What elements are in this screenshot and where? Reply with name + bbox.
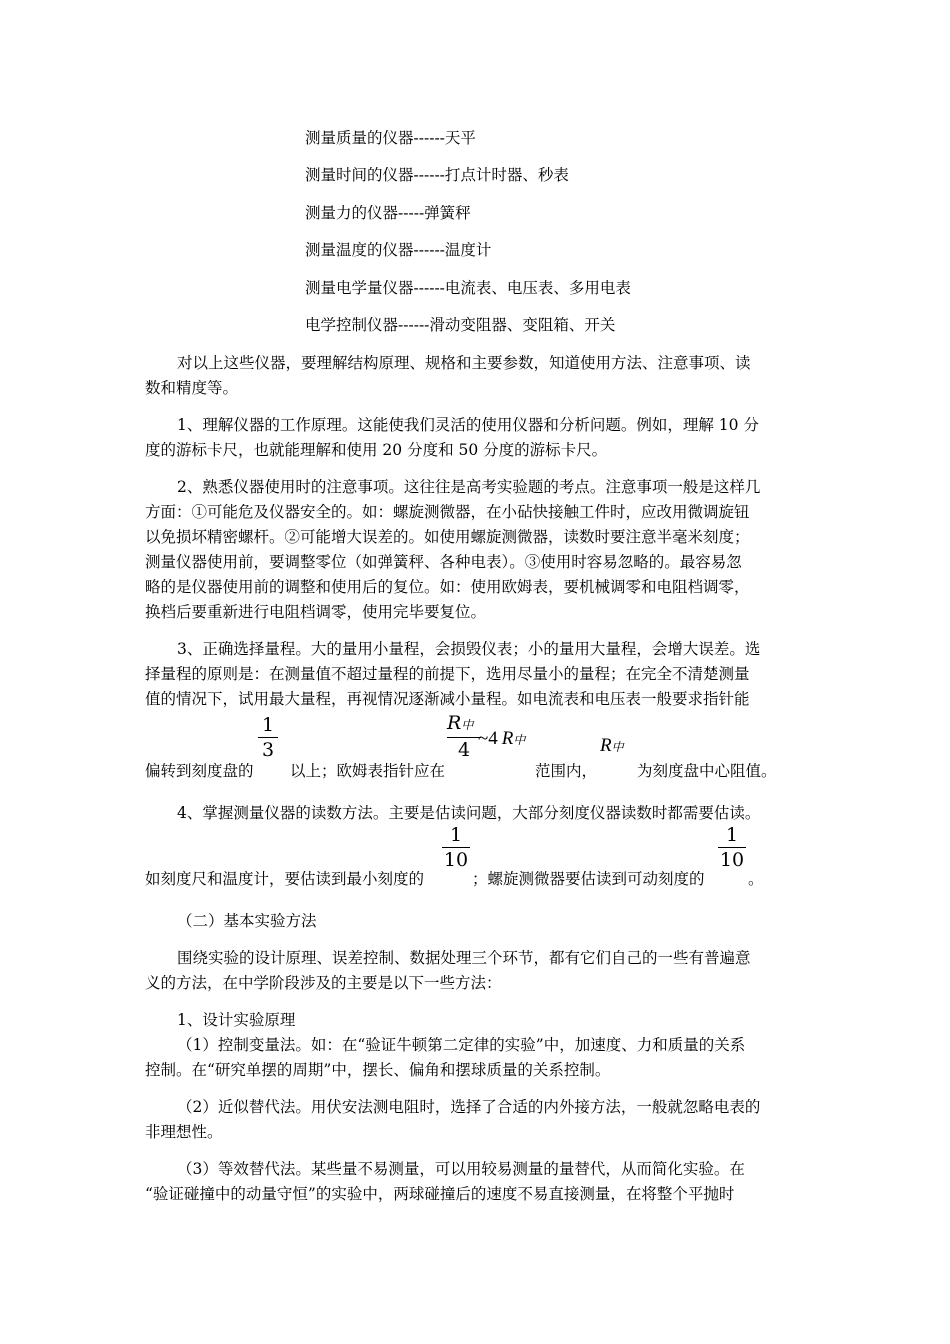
paragraph-line: 度的游标卡尺，也就能理解和使用 20 分度和 50 分度的游标卡尺。 <box>145 441 608 459</box>
intro-line: 对以上这些仪器，要理解结构原理、规格和主要参数，知道使用方法、注意事项、读 <box>177 354 751 372</box>
fraction-denominator: 3 <box>261 739 275 762</box>
fraction-bar <box>447 737 481 738</box>
paragraph-line: 方面：①可能危及仪器安全的。如：螺旋测微器，在小砧快接触工件时，应改用微调旋钮 <box>145 503 750 521</box>
paragraph-line: 义的方法，在中学阶段涉及的主要是以下一些方法： <box>145 974 502 992</box>
paragraph-line: 择量程的原则是：在测量值不超过量程的前提下，选用尽量小的量程；在完全不清楚测量 <box>145 665 750 683</box>
intro-line: 数和精度等。 <box>145 379 239 397</box>
paragraph-line: 控制。在“研究单摆的周期”中，摆长、偏角和摆球质量的关系控制。 <box>145 1061 611 1079</box>
paragraph-line: “验证碰撞中的动量守恒”的实验中，两球碰撞后的速度不易直接测量，在将整个平抛时 <box>145 1185 735 1203</box>
fraction-denominator: 4 <box>457 739 471 762</box>
center-resistance-symbol <box>600 735 624 758</box>
subscript-mid: 中 <box>461 718 474 732</box>
symbol-r: R <box>447 712 462 734</box>
paragraph-line: （2）近似替代法。用伏安法测电阻时，选择了合适的内外接方法，一般就忽略电表的 <box>177 1098 761 1116</box>
section-title: （二）基本实验方法 <box>177 912 317 930</box>
paragraph-line: 测量仪器使用前，要调整零位（如弹簧秤、各种电表）。③使用时容易忽略的。最容易忽 <box>145 553 742 571</box>
fraction-numerator: 1 <box>725 824 739 846</box>
instrument-item: 测量温度的仪器------温度计 <box>305 241 492 259</box>
fraction-numerator: 1 <box>449 824 463 846</box>
paragraph-line: 略的是仪器使用前的调整和使用后的复位。如：使用欧姆表，要机械调零和电阻档调零， <box>145 578 750 596</box>
fraction-denominator: 10 <box>719 849 745 872</box>
fraction-bar <box>718 847 746 848</box>
paragraph-line: 2、熟悉仪器使用时的注意事项。这往往是高考实验题的考点。注意事项一般是这样几 <box>177 478 761 496</box>
fraction-numerator: 1 <box>261 714 275 736</box>
instrument-item: 电学控制仪器------滑动变阻器、变阻箱、开关 <box>305 316 616 334</box>
paragraph-text: 以上；欧姆表指针应在 <box>290 762 446 780</box>
paragraph-line: 围绕实验的设计原理、误差控制、数据处理三个环节，都有它们自己的一些有普遍意 <box>177 949 751 967</box>
subscript-mid: 中 <box>611 740 624 754</box>
paragraph-text: 如刻度尺和温度计，要估读到最小刻度的 <box>145 870 425 888</box>
paragraph-line: 4、掌握测量仪器的读数方法。主要是估读问题，大部分刻度仪器读数时都需要估读。 <box>177 804 761 822</box>
paragraph-line: 换档后要重新进行电阻档调零，使用完毕要复位。 <box>145 603 487 621</box>
instrument-item: 测量时间的仪器------打点计时器、秒表 <box>305 166 569 184</box>
paragraph-text: 。 <box>748 870 764 888</box>
paragraph-line: 以免损坏精密螺杆。②可能增大误差的。如使用螺旋测微器，读数时要注意半毫米刻度； <box>145 528 750 546</box>
fraction-one-third <box>258 714 278 761</box>
paragraph-line: 1、理解仪器的工作原理。这能使我们灵活的使用仪器和分析问题。例如，理解 10 分 <box>177 416 759 434</box>
paragraph-text: 偏转到刻度盘的 <box>145 762 254 780</box>
symbol-r: R <box>501 728 514 749</box>
paragraph-line: （3）等效替代法。某些量不易测量，可以用较易测量的量替代，从而简化实验。在 <box>177 1160 745 1178</box>
fraction-denominator: 10 <box>443 849 469 872</box>
instrument-item: 测量电学量仪器------电流表、电压表、多用电表 <box>305 279 631 297</box>
paragraph-line: 值的情况下，试用最大量程，再视情况逐渐减小量程。如电流表和电压表一般要求指针能 <box>145 690 750 708</box>
range-multiplier: ~4 <box>478 728 498 749</box>
fraction-bar <box>258 737 278 738</box>
fraction-bar <box>442 847 470 848</box>
fraction-one-tenth <box>442 824 470 871</box>
paragraph-text: 为刻度盘中心阻值。 <box>637 762 777 780</box>
paragraph-text: ；螺旋测微器要估读到可动刻度的 <box>472 870 705 888</box>
fraction-r-mid-over-4 <box>447 712 481 761</box>
paragraph-line: 非理想性。 <box>145 1123 223 1141</box>
subscript-mid: 中 <box>513 733 526 747</box>
range-expression <box>478 728 525 751</box>
symbol-r: R <box>600 735 612 756</box>
fraction-one-tenth <box>718 824 746 871</box>
paragraph-text: 范围内， <box>535 762 598 780</box>
paragraph-line: 3、正确选择量程。大的量用小量程，会损毁仪表；小的量用大量程，会增大误差。选 <box>177 640 761 658</box>
instrument-item: 测量质量的仪器------天平 <box>305 129 476 147</box>
subsection-title: 1、设计实验原理 <box>177 1011 296 1029</box>
instrument-item: 测量力的仪器-----弹簧秤 <box>305 204 471 222</box>
paragraph-line: （1）控制变量法。如：在“验证牛顿第二定律的实验”中，加速度、力和质量的关系 <box>177 1036 746 1054</box>
